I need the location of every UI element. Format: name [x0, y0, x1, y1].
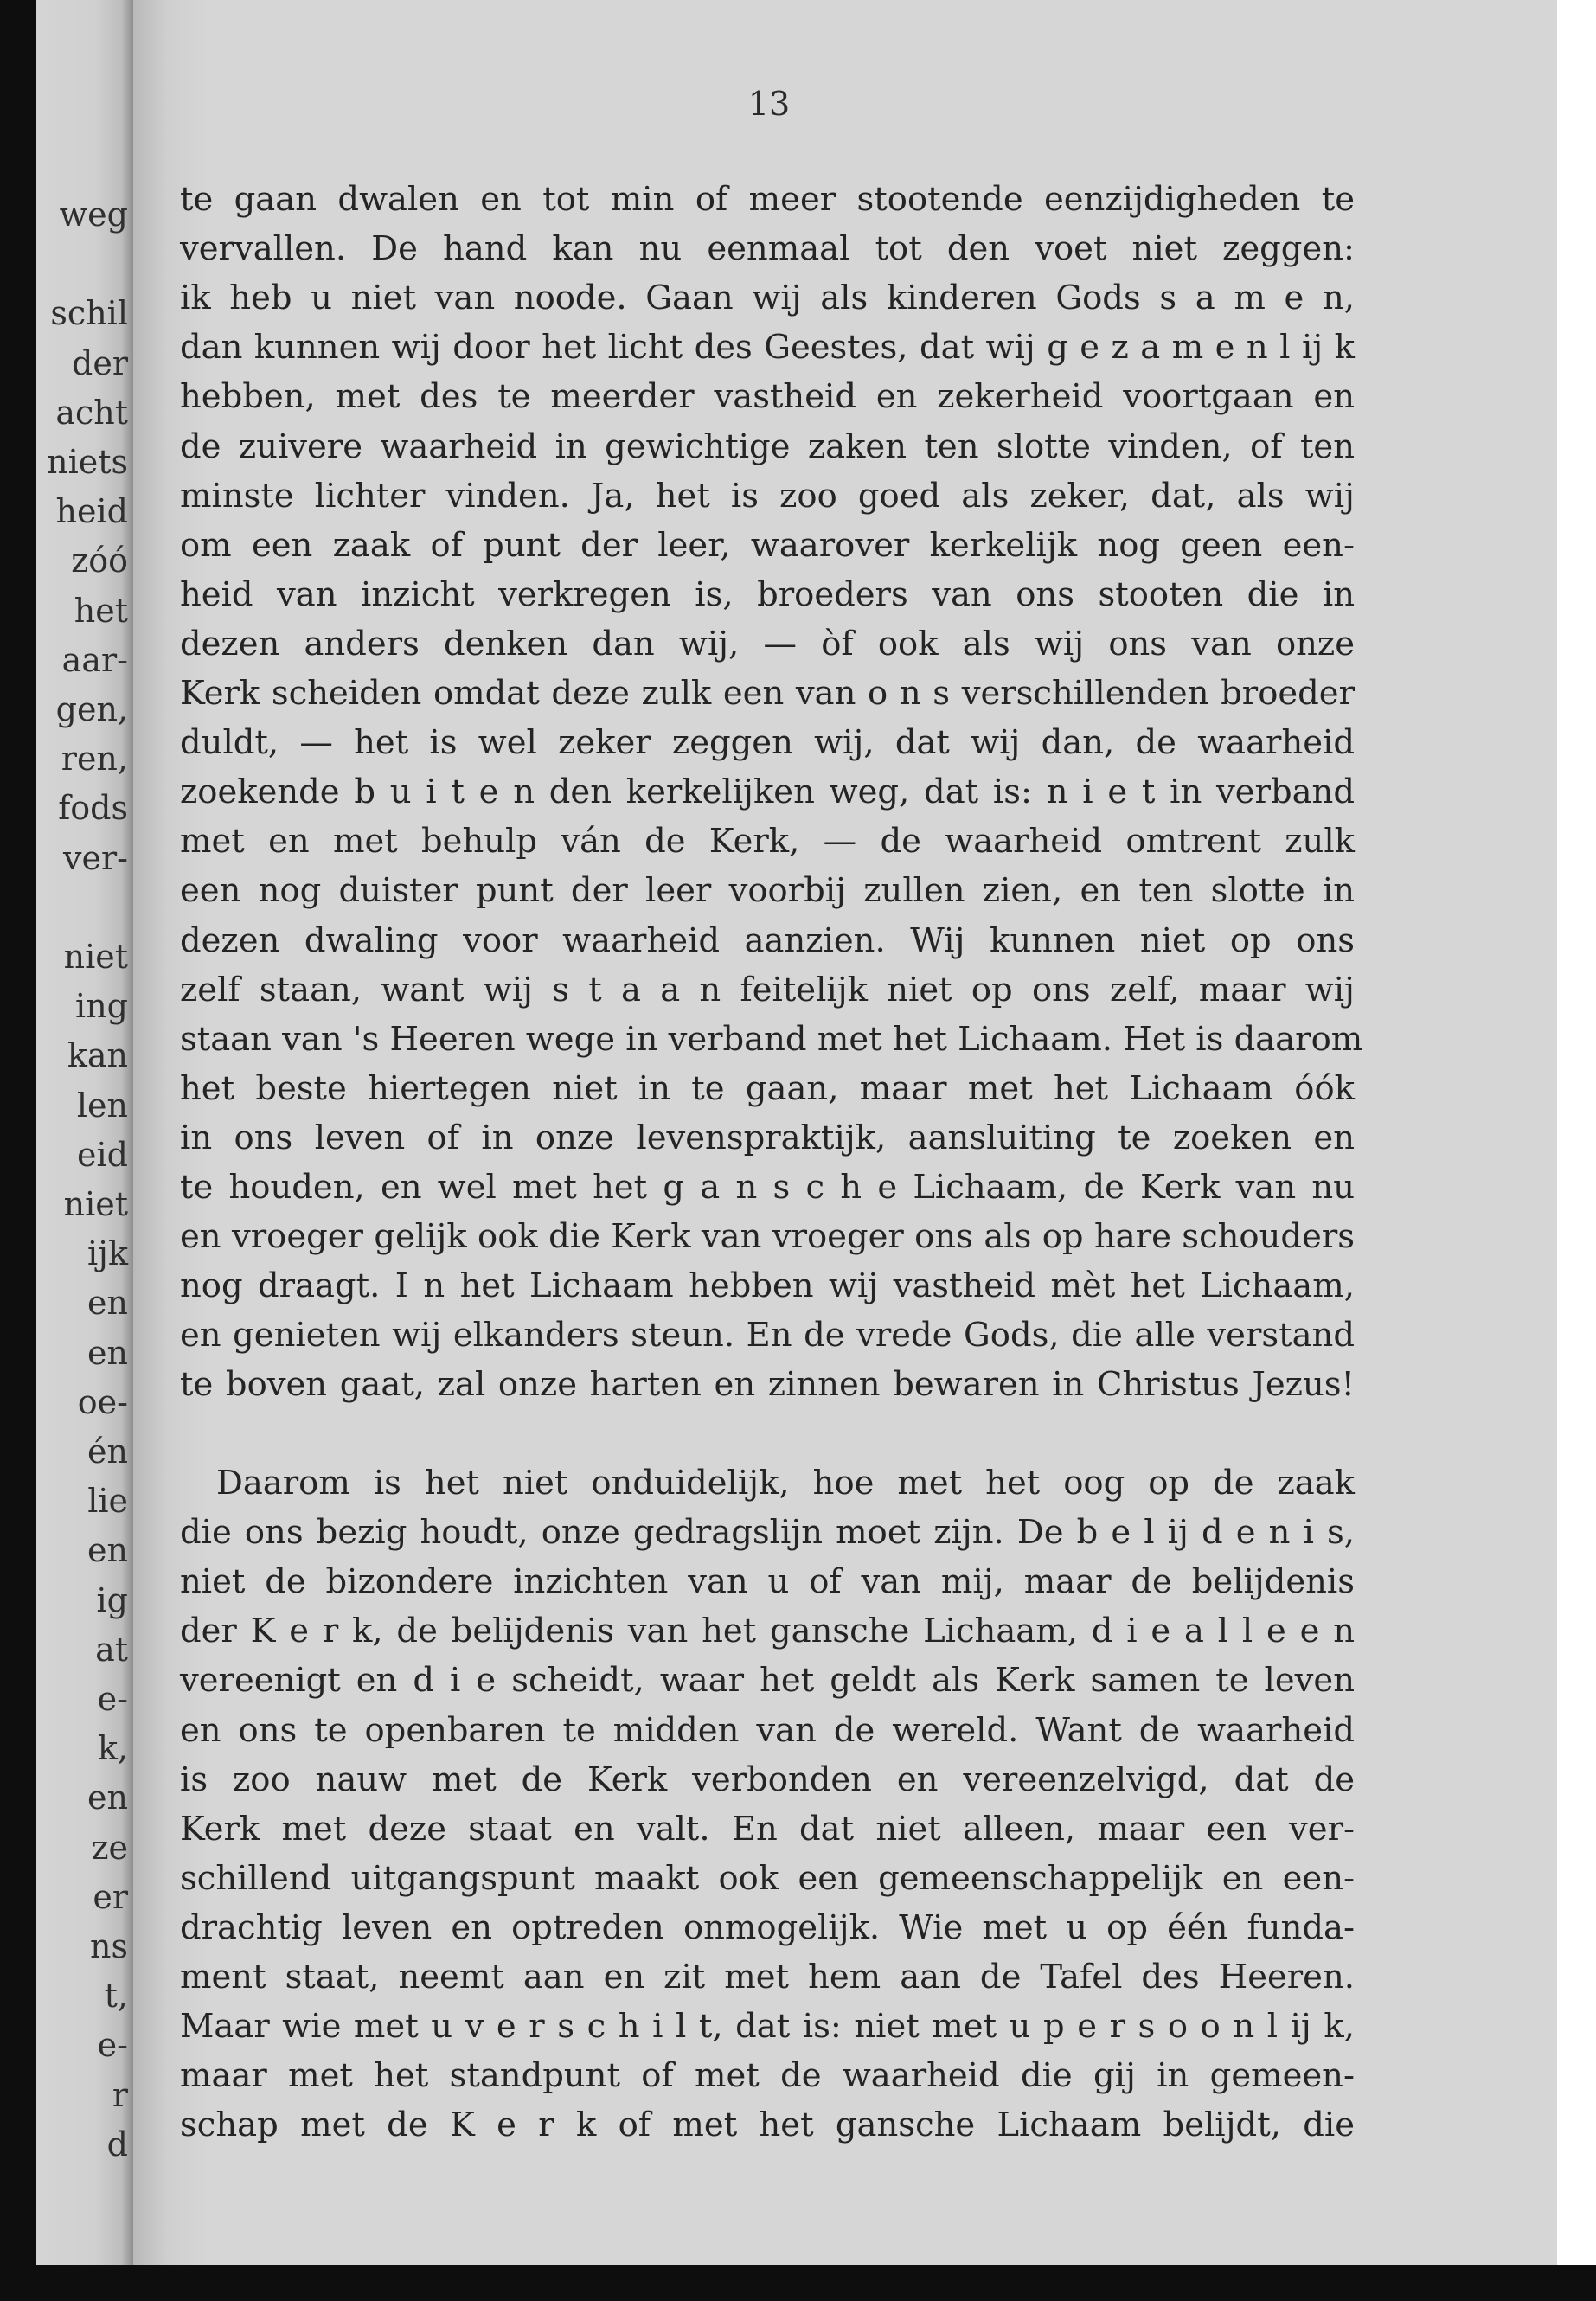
- text-line: die ons bezig houdt, onze gedragslijn moet zijn. De b e l ij d e n i s,: [180, 1513, 1355, 1553]
- previous-page-fragment: k,: [97, 1729, 128, 1768]
- previous-page-fragment: ing: [75, 987, 128, 1026]
- text-line: in ons leven of in onze levenspraktijk, aansluiting te zoeken en: [180, 1118, 1355, 1157]
- previous-page-fragment: en: [87, 1284, 128, 1323]
- text-line: ik heb u niet van noode. Gaan wij als kinderen Gods s a m e n,: [180, 279, 1355, 318]
- text-line: Kerk met deze staat en valt. En dat niet alleen, maar een ver-: [180, 1809, 1355, 1849]
- text-line: te boven gaat, zal onze harten en zinnen bewaren in Christus Jezus!: [180, 1365, 1355, 1405]
- previous-page-fragment: r: [112, 2075, 128, 2114]
- previous-page-fragment: het: [74, 591, 128, 630]
- previous-page-fragment: ig: [96, 1580, 128, 1619]
- text-line: het beste hiertegen niet in te gaan, maar met het Lichaam óók: [180, 1068, 1355, 1108]
- text-line: en vroeger gelijk ook die Kerk van vroeger ons als op hare schouders: [180, 1217, 1355, 1257]
- text-line: dan kunnen wij door het licht des Geestes, dat wij g e z a m e n l ij k: [180, 328, 1355, 368]
- previous-page-fragment: der: [72, 343, 128, 382]
- previous-page-fragment: ze: [91, 1828, 128, 1867]
- previous-page-fragment: at: [95, 1630, 128, 1669]
- text-line: en ons te openbaren te midden van de wereld. Want de waarheid: [180, 1710, 1355, 1750]
- previous-page-fragment: en: [87, 1531, 128, 1570]
- previous-page-fragment: heid: [55, 492, 128, 531]
- previous-page-fragment: oe-: [77, 1382, 128, 1421]
- previous-page-fragment: niets: [47, 443, 128, 481]
- text-line: met en met behulp ván de Kerk, — de waarheid omtrent zulk: [180, 822, 1355, 862]
- text-line: is zoo nauw met de Kerk verbonden en vereenzelvigd, dat de: [180, 1759, 1355, 1799]
- book-page: [133, 0, 1557, 2265]
- text-line: niet de bizondere inzichten van u of van mij, maar de belijdenis: [180, 1562, 1355, 1602]
- text-line: vereenigt en d i e scheidt, waar het geldt als Kerk samen te leven: [180, 1661, 1355, 1701]
- text-line: staan van 's Heeren wege in verband met het Lichaam. Het is daarom: [180, 1019, 1363, 1059]
- previous-page-fragment: eid: [77, 1135, 128, 1174]
- text-line: Daarom is het niet onduidelijk, hoe met het oog op de zaak: [216, 1464, 1355, 1503]
- text-line: schap met de K e r k of met het gansche Lichaam belijdt, die: [180, 2106, 1355, 2145]
- previous-page-fragment: en: [87, 1779, 128, 1817]
- previous-page-fragment: fods: [58, 789, 128, 828]
- text-line: drachtig leven en optreden onmogelijk. Wie met u op één funda-: [180, 1907, 1355, 1947]
- text-line: zoekende b u i t e n den kerkelijken weg, dat is: n i e t in verband: [180, 772, 1355, 812]
- text-line: te houden, en wel met het g a n s c h e Lichaam, de Kerk van nu: [180, 1168, 1355, 1207]
- previous-page-fragment: zóó: [71, 542, 128, 580]
- previous-page-fragment: schil: [50, 294, 128, 333]
- previous-page-fragment: d: [106, 2125, 128, 2163]
- text-line: dezen anders denken dan wij, — òf ook als wij ons van onze: [180, 624, 1355, 663]
- previous-page-fragment: t,: [104, 1977, 128, 2016]
- previous-page-fragment: er: [93, 1877, 128, 1916]
- text-line: Kerk scheiden omdat deze zulk een van o n s verschillenden broeder: [180, 674, 1355, 713]
- previous-page-fragment: ren,: [61, 740, 128, 779]
- text-line: maar met het standpunt of met de waarheid die gij in gemeen-: [180, 2056, 1355, 2096]
- text-line: te gaan dwalen en tot min of meer stootende eenzijdigheden te: [180, 180, 1355, 219]
- previous-page-fragment: lie: [87, 1482, 128, 1521]
- scan-margin-right: [1557, 0, 1596, 2301]
- text-line: zelf staan, want wij s t a a n feitelijk niet op ons zelf, maar wij: [180, 970, 1355, 1009]
- text-line: hebben, met des te meerder vastheid en zekerheid voortgaan en: [180, 377, 1355, 417]
- text-line: schillend uitgangspunt maakt ook een gemeenschappelijk en een-: [180, 1858, 1355, 1898]
- text-line: de zuivere waarheid in gewichtige zaken ten slotte vinden, of ten: [180, 426, 1355, 466]
- previous-page-fragment: weg: [59, 195, 128, 234]
- previous-page-fragment: niet: [63, 1185, 128, 1223]
- previous-page-fragment: acht: [55, 393, 128, 432]
- previous-page-fragment: e-: [97, 2026, 128, 2065]
- text-line: nog draagt. I n het Lichaam hebben wij vastheid mèt het Lichaam,: [180, 1266, 1355, 1306]
- text-line: en genieten wij elkanders steun. En de vrede Gods, die alle verstand: [180, 1316, 1355, 1356]
- previous-page-fragment: ijk: [87, 1234, 128, 1273]
- text-line: Maar wie met u v e r s c h i l t, dat is: niet met u p e r s o o n l ij k,: [180, 2007, 1355, 2047]
- text-line: vervallen. De hand kan nu eenmaal tot den voet niet zeggen:: [180, 229, 1355, 269]
- page-number: 13: [747, 85, 791, 123]
- previous-page-fragment: én: [87, 1433, 128, 1471]
- scan-border-left: [0, 0, 36, 2301]
- previous-page-fragment: gen,: [55, 690, 128, 728]
- text-line: om een zaak of punt der leer, waarover kerkelijk nog geen een-: [180, 525, 1355, 565]
- previous-page-fragment: niet: [63, 938, 128, 976]
- previous-page-fragment: kan: [67, 1036, 128, 1075]
- text-line: der K e r k, de belijdenis van het gansche Lichaam, d i e a l l e e n: [180, 1612, 1355, 1651]
- text-line: een nog duister punt der leer voorbij zullen zien, en ten slotte in: [180, 871, 1355, 911]
- text-line: minste lichter vinden. Ja, het is zoo goed als zeker, dat, als wij: [180, 476, 1355, 516]
- text-line: duldt, — het is wel zeker zeggen wij, dat wij dan, de waarheid: [180, 723, 1355, 763]
- scan-border-bottom: [0, 2265, 1596, 2301]
- text-line: heid van inzicht verkregen is, broeders van ons stooten die in: [180, 574, 1355, 614]
- previous-page-fragment: ns: [90, 1927, 128, 1965]
- previous-page-fragment: len: [76, 1086, 128, 1125]
- previous-page-fragment: ver-: [63, 838, 128, 877]
- previous-page-fragment: en: [87, 1333, 128, 1372]
- previous-page-fragment: aar-: [61, 640, 128, 679]
- text-line: dezen dwaling voor waarheid aanzien. Wij kunnen niet op ons: [180, 920, 1355, 960]
- previous-page-edge: [36, 0, 133, 2265]
- text-line: ment staat, neemt aan en zit met hem aan de Tafel des Heeren.: [180, 1958, 1355, 1997]
- previous-page-fragment: e-: [97, 1680, 128, 1718]
